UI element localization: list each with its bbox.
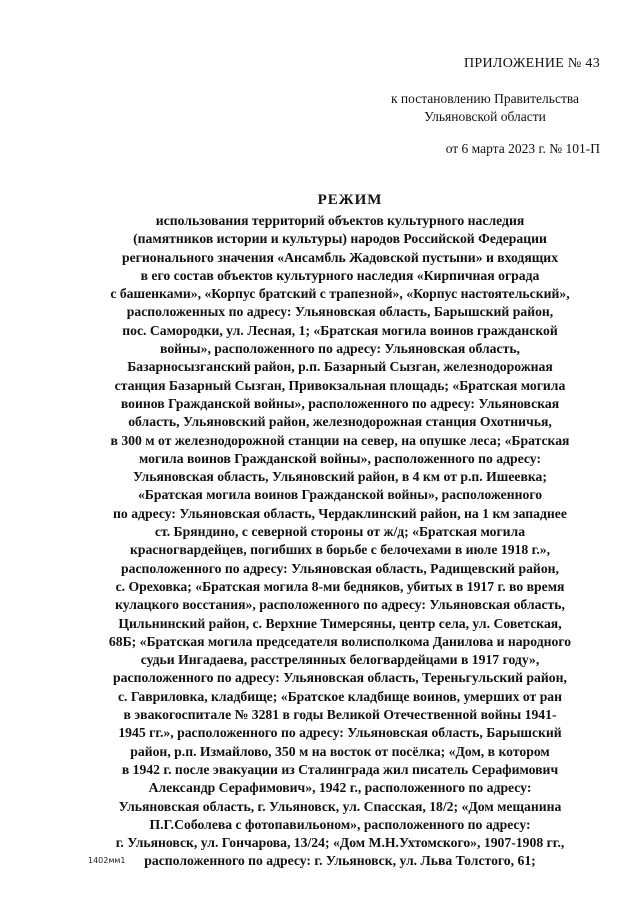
body-line: с. Гавриловка, кладбище; «Братское кладбище воинов, умерших от ран	[117, 688, 563, 704]
body-line: красногвардейцев, погибших в борьбе с белочехами в июле 1918 г.»,	[129, 542, 551, 558]
body-line: в эвакогоспитале № 3281 в годы Великой Отечественной войны 1941-	[123, 707, 557, 723]
body-line: ст. Бряндино, с северной стороны от ж/д; «Братская могила	[154, 524, 526, 540]
body-line: Ульяновская область, г. Ульяновск, ул. Спасская, 18/2; «Дом мещанина	[118, 798, 562, 814]
body-line: регионального значения «Ансамбль Жадовской пустыни» и входящих	[121, 249, 559, 265]
body-line: район, р.п. Измайлово, 350 м на восток от посёлка; «Дом, в котором	[130, 743, 550, 759]
document-body	[60, 212, 620, 871]
body-line: расположенного по адресу: г. Ульяновск, ул. Льва Толстого, 61;	[144, 853, 536, 869]
body-line: Базарносызганский район, р.п. Базарный Сызган, железнодорожная	[127, 359, 553, 375]
body-line: г. Ульяновск, ул. Гончарова, 13/24; «Дом М.Н.Ухтомского», 1907-1908 гг.,	[115, 835, 565, 851]
body-line: расположенного по адресу: Ульяновская область, Радищевский район,	[121, 560, 559, 576]
body-line: в 1942 г. после эвакуации из Сталинграда жил писатель Серафимович	[121, 761, 559, 777]
decree-reference	[360, 90, 610, 126]
decree-date: от 6 марта 2023 г. № 101-П	[445, 141, 600, 156]
decree-line: к постановлению Правительства	[390, 91, 580, 106]
body-line: кулацкого восстания», расположенного по адресу: Ульяновская область,	[115, 597, 565, 613]
body-line: Ульяновская область, Ульяновский район, в 4 км от р.п. Ишеевка;	[133, 469, 547, 485]
body-line: «Братская могила воинов Гражданской войны», расположенного	[137, 487, 543, 503]
body-line: в 300 м от железнодорожной станции на север, на опушке леса; «Братская	[110, 432, 570, 448]
body-line: в его состав объектов культурного наследия «Кирпичная ограда	[140, 267, 540, 283]
body-line: 1945 гг.», расположенного по адресу: Ульяновская область, Барышский	[118, 725, 562, 741]
body-line: (памятников истории и культуры) народов Российской Федерации	[133, 231, 547, 247]
body-line: 68Б; «Братская могила председателя волисполкома Данилова и народного	[108, 633, 572, 649]
appendix-number: ПРИЛОЖЕНИЕ № 43	[464, 56, 600, 71]
body-line: воинов Гражданской войны», расположенного по адресу: Ульяновская	[120, 395, 560, 411]
body-line: войны», расположенного по адресу: Ульяновская область,	[160, 341, 520, 357]
body-line: судьи Ингадаева, расстрелянных белогвардейцами в 1917 году»,	[140, 652, 540, 668]
body-line: по адресу: Ульяновская область, Чердаклинский район, на 1 км западнее	[113, 505, 567, 521]
body-line: Цильнинский район, с. Верхние Тимерсяны, центр села, ул. Советская,	[118, 615, 562, 631]
body-line: область, Ульяновский район, железнодорожная станция Охотничья,	[128, 414, 552, 430]
body-line: расположенного по адресу: Ульяновская область, Тереньгульский район,	[113, 670, 567, 686]
decree-line: Ульяновской области	[424, 109, 546, 124]
body-line: могила воинов Гражданской войны», расположенного по адресу:	[138, 450, 542, 466]
body-line: с башенками», «Корпус братский с трапезной», «Корпус настоятельский»,	[110, 286, 570, 302]
body-line: пос. Самородки, ул. Лесная, 1; «Братская могила воинов гражданской	[122, 322, 558, 338]
body-line: использования территорий объектов культурного наследия	[155, 213, 525, 228]
body-line: станция Базарный Сызган, Привокзальная площадь; «Братская могила	[114, 377, 566, 393]
body-line: П.Г.Соболева с фотопавильоном», расположенного по адресу:	[149, 816, 531, 832]
body-line: Александр Серафимович», 1942 г., расположенного по адресу:	[148, 780, 532, 796]
document-title: РЕЖИМ	[317, 192, 383, 208]
footer-code: 1402мм1	[88, 856, 126, 865]
body-line: с. Ореховка; «Братская могила 8-ми бедняков, убитых в 1917 г. во время	[115, 578, 565, 594]
body-line: расположенных по адресу: Ульяновская область, Барышский район,	[126, 304, 554, 320]
